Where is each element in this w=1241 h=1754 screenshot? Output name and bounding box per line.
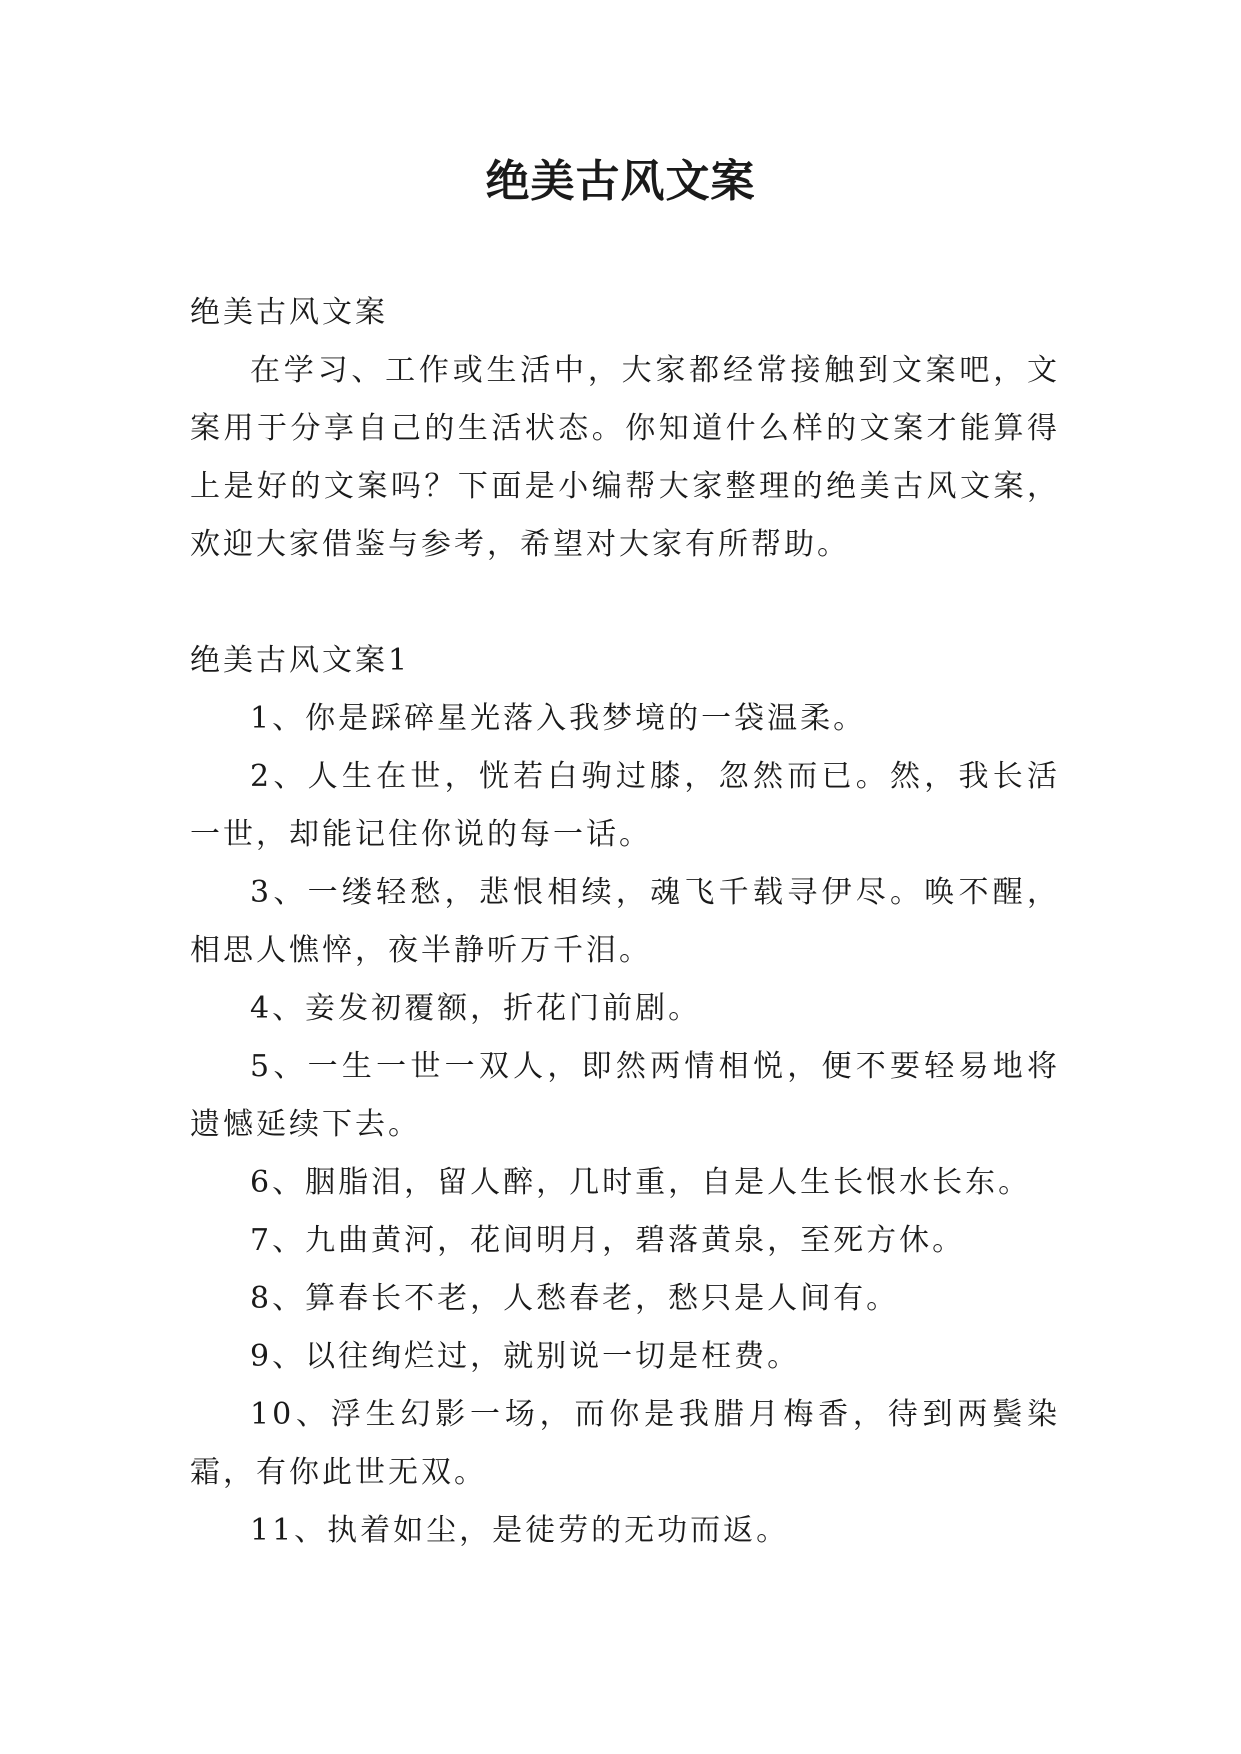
list-item: 10、浮生幻影一场，而你是我腊月梅香，待到两鬓染霜，有你此世无双。 xyxy=(190,1397,1060,1490)
list-item: 3、一缕轻愁，悲恨相续，魂飞千载寻伊尽。唤不醒，相思人憔悴，夜半静听万千泪。 xyxy=(190,875,1060,968)
intro-paragraph: 在学习、工作或生活中，大家都经常接触到文案吧，文案用于分享自己的生活状态。你知道什么样的文案才能算得上是好的文案吗？下面是小编帮大家整理的绝美古风文案，欢迎大家借鉴与参考，希望对大家有所帮助。 xyxy=(190,353,1060,562)
list-item: 8、算春长不老，人愁春老，愁只是人间有。 xyxy=(250,1281,900,1316)
list-item: 11、执着如尘，是徒劳的无功而返。 xyxy=(250,1513,790,1548)
section-spacer xyxy=(190,574,1060,632)
list-item: 7、九曲黄河，花间明月，碧落黄泉，至死方休。 xyxy=(250,1223,966,1258)
list-item: 9、以往绚烂过，就别说一切是枉费。 xyxy=(250,1339,801,1374)
section-heading: 绝美古风文案1 xyxy=(190,643,411,678)
document-body xyxy=(190,284,1060,1560)
list-item: 4、妾发初覆额，折花门前剧。 xyxy=(250,991,702,1026)
document-subtitle: 绝美古风文案 xyxy=(190,295,388,330)
list-item: 1、你是踩碎星光落入我梦境的一袋温柔。 xyxy=(250,701,867,736)
list-item: 5、一生一世一双人，即然两情相悦，便不要轻易地将遗憾延续下去。 xyxy=(190,1049,1060,1142)
document-title: 绝美古风文案 xyxy=(485,156,756,207)
list-item: 6、胭脂泪，留人醉，几时重，自是人生长恨水长东。 xyxy=(250,1165,1032,1200)
list-item: 2、人生在世，恍若白驹过膝，忽然而已。然，我长活一世，却能记住你说的每一话。 xyxy=(190,759,1060,852)
